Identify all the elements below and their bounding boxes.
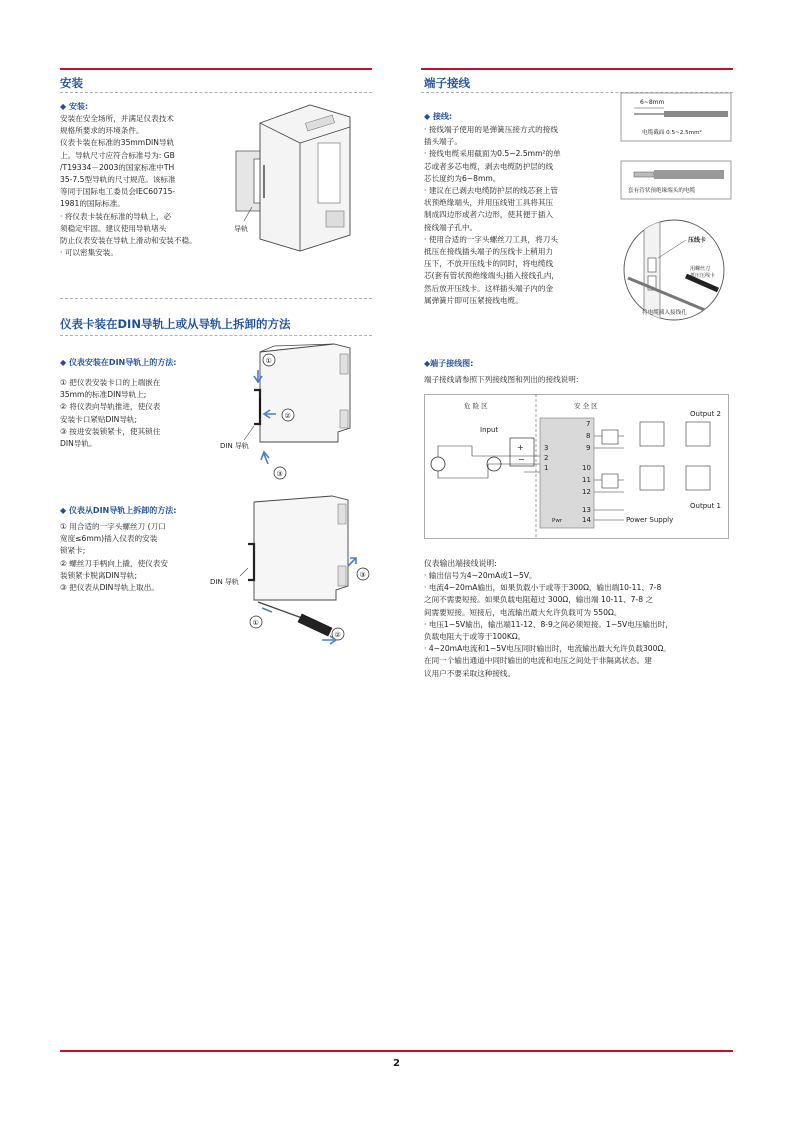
terminal-line: 压下，不放开压线卡的同时，将电缆线 xyxy=(424,259,554,269)
power-supply-label: Power Supply xyxy=(626,516,674,524)
terminal-line: 然后放开压线卡。这样插头端子内的金 xyxy=(424,283,554,293)
terminal-subtitle: ◆ 接线: xyxy=(424,112,453,121)
install-line: /T19334－2003的国家标准中TH xyxy=(60,162,175,172)
svg-text:+: + xyxy=(517,443,524,452)
install-line: · 可以密集安装。 xyxy=(60,248,118,258)
output-note-line: · 输出信号为4~20mA或1~5V。 xyxy=(424,571,537,580)
remove-step-line: 宽度≤6mm)插入仪表的安装 xyxy=(60,534,158,544)
din-remove-subtitle: ◆ 仪表从DIN导轨上拆卸的方法: xyxy=(60,506,177,515)
mark-3: ③ xyxy=(276,470,283,478)
din-title-underline xyxy=(60,335,372,336)
cable-section-label: 电缆截面 0.5~2.5mm² xyxy=(642,130,702,136)
mount-step-line: ③ 按进安装锁紧卡，使其锁住 xyxy=(60,426,161,436)
top-rule-right xyxy=(421,68,733,70)
remove-step-line: 装锁紧卡脱离DIN导轨; xyxy=(60,570,138,580)
diagram-intro: 端子接线请参照下列接线图和列出的接线说明: xyxy=(424,375,579,384)
install-line: 防止仪表安装在导轨上滑动和安装不稳。 xyxy=(60,236,197,246)
output-note-line: 负载电阻大于或等于100KΩ。 xyxy=(424,632,526,642)
output-note-line: · 4~20mA电流和1~5V电压同时输出时，电流输出最大允许负载300Ω。 xyxy=(424,644,671,654)
output2-label: Output 2 xyxy=(690,410,721,418)
terminal-2: 2 xyxy=(544,454,549,462)
cable-figure xyxy=(620,92,732,142)
install-line: 须稳定牢固。建议使用导轨堵头 xyxy=(60,223,167,233)
install-divider xyxy=(60,298,372,299)
install-subtitle: ◆ 安装: xyxy=(60,102,89,111)
svg-text:−: − xyxy=(518,455,525,464)
terminal-line: · 建议在已剥去电缆防护层的线芯套上管 xyxy=(424,186,558,196)
terminal-13: 13 xyxy=(582,506,591,514)
terminal-7: 7 xyxy=(586,420,591,428)
install-line: 1981的国际标准。 xyxy=(60,199,125,209)
mount-step-line: 35mm的标准DIN导轨上; xyxy=(60,390,147,400)
rail-label: 导轨 xyxy=(234,225,248,233)
mark-1: ① xyxy=(265,357,272,365)
remove-step-line: ② 螺丝刀手柄向上撬，使仪表安 xyxy=(60,558,168,568)
insert-cable-figure xyxy=(614,218,734,322)
bottom-rule xyxy=(60,1050,733,1052)
output-note-line: 之间不需要短接。如果负载电阻超过 300Ω，输出端 10-11、7-8 之 xyxy=(424,595,654,605)
diagram-subtitle: ◆端子接线图: xyxy=(424,359,474,368)
terminal-12: 12 xyxy=(582,488,591,496)
remove-step-line: 锁紧卡; xyxy=(60,546,86,556)
pwr-label: Pwr xyxy=(552,518,563,524)
terminal-line: 芯长度约为6~8mm。 xyxy=(424,173,501,183)
terminal-1: 1 xyxy=(544,464,549,472)
ferrule-figure xyxy=(620,160,732,200)
remove-mark-1: ① xyxy=(252,619,259,627)
terminal-14: 14 xyxy=(582,516,591,524)
clamp-label: 压线卡 xyxy=(688,237,707,244)
output-note-line: · 电流4~20mA输出，如果负载小于或等于300Ω，输出端10-11、7-8 xyxy=(424,583,662,593)
top-rule-left xyxy=(60,68,372,70)
din-mount-steps xyxy=(60,377,220,450)
screwdriver-label-1: 用螺丝刀 xyxy=(690,266,711,272)
remove-step-line: ③ 把仪表从DIN导轨上取出。 xyxy=(60,583,159,593)
din-title: 仪表卡装在DIN导轨上或从导轨上拆卸的方法 xyxy=(60,317,291,331)
install-line: · 将仪表卡装在标准的导轨上，必 xyxy=(60,211,172,221)
terminal-line: 插头端子。 xyxy=(424,137,462,147)
mount-step-line: DIN导轨。 xyxy=(60,439,97,449)
screwdriver-label-2: 抵压压线卡 xyxy=(690,273,716,279)
terminal-3: 3 xyxy=(544,444,549,452)
strip-length-label: 6~8mm xyxy=(640,99,665,106)
page-number: 2 xyxy=(393,1058,400,1069)
terminal-line: · 使用合适的一字头螺丝刀工具，将刀头 xyxy=(424,234,558,244)
wiring-diagram xyxy=(424,394,729,539)
output-notes-title: 仪表输出端接线说明: xyxy=(424,559,497,568)
terminal-line: 芯(套有管状预绝缘端头)插入接线孔内， xyxy=(424,271,560,281)
install-title-underline xyxy=(60,92,372,93)
ferrule-label: 套有管状预绝缘端头的电缆 xyxy=(628,188,696,194)
terminal-line: 芯或者多芯电缆，剥去电缆防护层的线 xyxy=(424,161,554,171)
safe-zone-label: 安 全 区 xyxy=(574,402,598,410)
install-line: 等同于国际电工委员会IEC60715- xyxy=(60,187,176,197)
output1-label: Output 1 xyxy=(690,502,721,510)
terminal-title: 端子接线 xyxy=(424,76,470,90)
install-line: 上。导轨尺寸应符合标准号为: GB xyxy=(60,150,175,160)
output-notes-items xyxy=(424,570,734,680)
install-paragraph xyxy=(60,113,235,259)
output-note-line: 间需要短接。短接后，电流输出最大允许负载可为 550Ω。 xyxy=(424,607,622,617)
remove-mark-3: ③ xyxy=(359,571,366,579)
rail-figure xyxy=(228,103,373,253)
din-remove-figure xyxy=(206,488,372,648)
terminal-line: 抵压在接线插头端子的压线卡上稍用力 xyxy=(424,247,554,257)
terminal-line: 制成四边形或者六边形，使其便于插入 xyxy=(424,210,554,220)
terminal-line: · 接线电缆采用截面为0.5~2.5mm²的单 xyxy=(424,149,561,159)
din-remove-rail-label: DIN 导轨 xyxy=(210,578,239,586)
terminal-11: 11 xyxy=(582,476,591,484)
output-note-line: 议用户不要采取这种接线。 xyxy=(424,668,516,678)
din-mount-figure xyxy=(214,340,364,485)
terminal-8: 8 xyxy=(586,432,591,440)
din-mount-subtitle: ◆ 仪表安装在DIN导轨上的方法: xyxy=(60,358,177,367)
insert-label: 将电缆插入接线孔 xyxy=(642,310,687,316)
input-label: Input xyxy=(480,426,499,434)
terminal-9: 9 xyxy=(586,444,591,452)
output-note-line: · 电压1~5V输出，输出端11-12、8-9之间必须短接。1~5V电压输出时， xyxy=(424,619,673,629)
terminal-line: 状预绝缘端头，并用压线钳工具将其压 xyxy=(424,198,554,208)
install-line: 35-7.5型导轨的尺寸规范。该标准 xyxy=(60,175,176,185)
install-title: 安装 xyxy=(60,76,83,90)
terminal-items xyxy=(424,124,609,307)
danger-zone-label: 危 险 区 xyxy=(464,402,488,410)
remove-mark-2: ② xyxy=(334,631,341,639)
din-mount-rail-label: DIN 导轨 xyxy=(220,442,249,450)
install-line: 规格所要求的环境条件。 xyxy=(60,126,144,136)
output-note-line: 在同一个输出通道中同时输出的电流和电压之间处于非隔离状态。建 xyxy=(424,656,652,666)
terminal-line: · 接线端子使用的是弹簧压接方式的接线 xyxy=(424,125,558,134)
mark-2: ② xyxy=(284,412,291,420)
mount-step-line: ① 把仪表安装卡口的上端嵌在 xyxy=(60,378,161,387)
remove-step-line: ① 用合适的一字头螺丝刀 (刀口 xyxy=(60,522,166,531)
install-line: 安装在安全场所，并满足仪表技术 xyxy=(60,114,174,123)
mount-step-line: ② 将仪表向导轨推进，使仪表 xyxy=(60,402,161,412)
din-remove-steps xyxy=(60,521,220,594)
install-line: 仪表卡装在标准的35mmDIN导轨 xyxy=(60,138,175,148)
mount-step-line: 安装卡口紧贴DIN导轨; xyxy=(60,414,138,424)
terminal-10: 10 xyxy=(582,464,591,472)
terminal-line: 接线端子孔中。 xyxy=(424,222,478,232)
terminal-line: 属弹簧片即可压紧接线电缆。 xyxy=(424,295,523,305)
